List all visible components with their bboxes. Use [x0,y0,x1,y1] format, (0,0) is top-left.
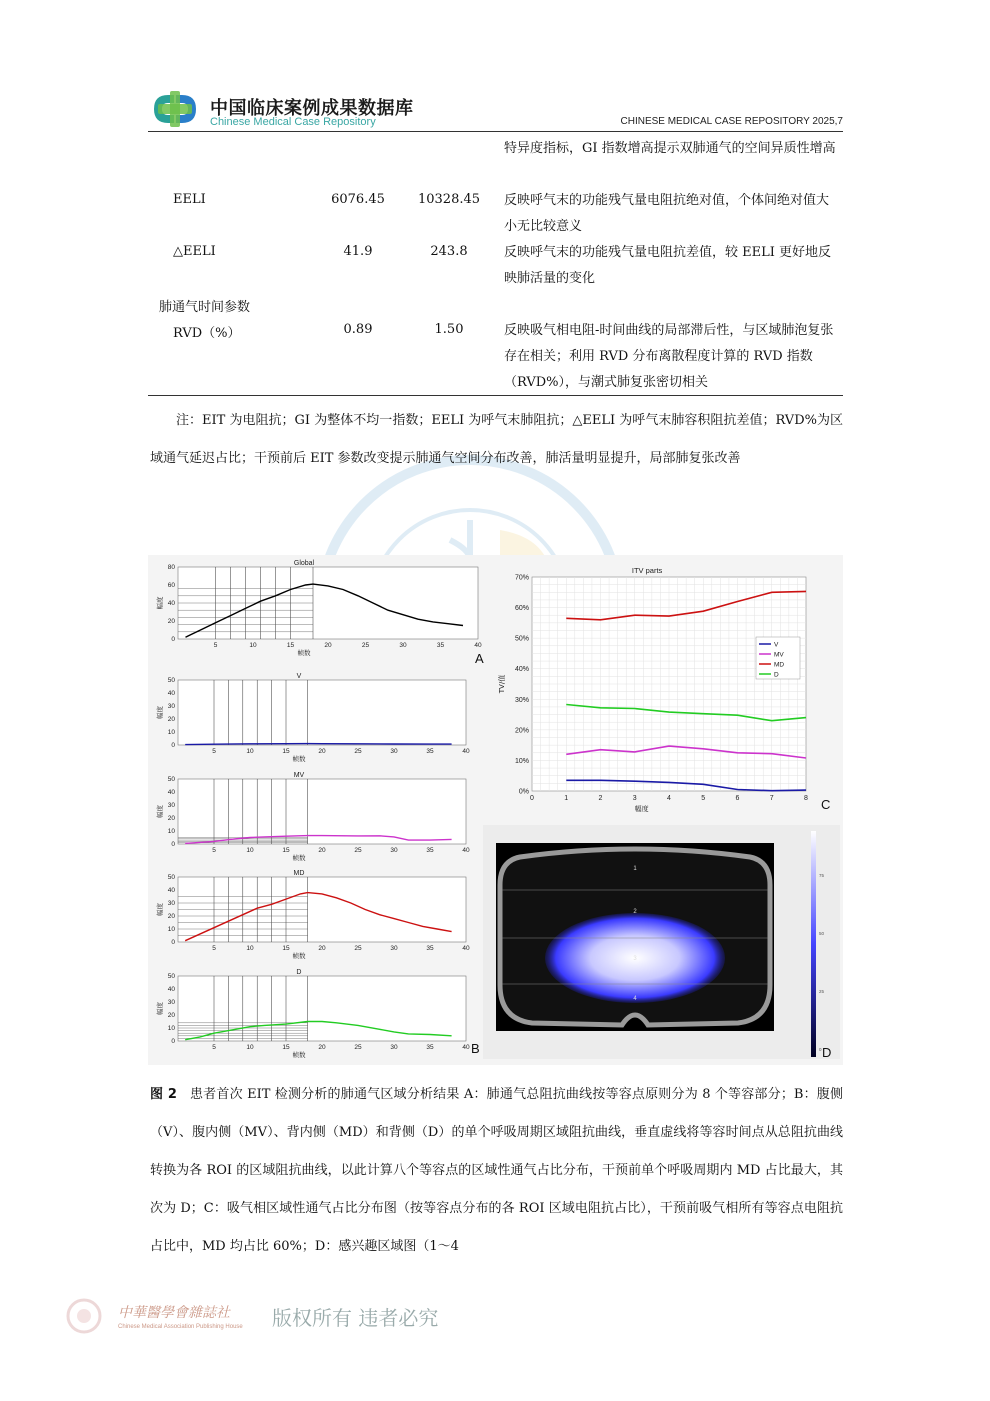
plot-area [178,680,466,745]
y-tick-label: 0 [171,636,175,643]
y-tick-label: 50 [167,776,175,783]
y-tick-label: 10% [514,757,529,765]
y-tick-label: 70% [514,574,529,582]
x-tick-label: 0 [530,795,534,802]
y-tick-label: 80 [167,564,175,571]
row-group-label: 肺通气时间参数 [159,300,251,315]
x-axis-label: 帧数 [297,649,311,657]
page-header [148,86,843,132]
legend-label: MD [774,661,785,669]
x-tick-label: 25 [361,642,370,649]
y-tick-label: 10 [167,1025,175,1032]
x-tick-label: 3 [632,795,637,802]
row-description: 反映呼气末的功能残气量电阻抗差值，较 EELI 更好地反映肺活量的变化 [504,245,832,286]
x-axis-label: 帧数 [292,1051,306,1059]
y-tick-label: 0 [171,939,175,946]
x-tick-label: 10 [246,1044,254,1051]
row-parameter-name: EELI [173,192,206,207]
x-tick-label: 35 [426,1044,434,1051]
y-axis-label: 幅度 [156,596,164,610]
panel-c-itv-chart [497,566,830,813]
row-value-before: 0.89 [343,322,373,337]
row-description: 特异度指标，GI 指数增高提示双肺通气的空间异质性增高 [504,141,836,156]
x-axis-label: 帧数 [292,755,306,763]
y-axis-label: 幅度 [156,903,164,916]
legend-label: D [774,671,779,679]
colorbar-tick: 25 [819,989,825,994]
x-tick-label: 5 [212,748,216,755]
journal-reference: CHINESE MEDICAL CASE REPOSITORY 2025,7 [620,116,843,127]
legend-label: V [774,641,779,649]
x-axis-label: 幅度 [634,805,649,813]
row-parameter-name: △EELI [173,244,216,259]
y-tick-label: 0% [518,788,529,796]
x-tick-label: 6 [735,795,740,802]
panel-label-d: D [822,1045,832,1060]
table-note: 注：EIT 为电阻抗；GI 为整体不均一指数；EELI 为呼气末肺阻抗；△EELI 为呼气末肺容积阻抗差值；RVD%为区域通气延迟占比；干预前后 EIT 参数改变提示肺通气空间分布改善，肺活量明显提升，局部肺复张改善 [150,413,843,466]
y-tick-label: 40 [167,789,175,796]
x-tick-label: 4 [667,795,671,802]
publisher-name-en: Chinese Medical Association Publishing House [118,1324,243,1330]
y-tick-label: 60 [167,582,175,589]
x-tick-label: 30 [390,945,398,952]
row-value-after: 10328.45 [417,192,481,207]
x-tick-label: 40 [462,748,470,755]
x-tick-label: 5 [212,945,216,952]
panel-d-roi-image [483,825,840,1060]
y-tick-label: 30% [514,696,529,704]
plot-area [178,779,466,844]
colorbar-tick: 0 [819,1047,822,1052]
y-axis-label: 幅度 [156,1002,164,1015]
y-tick-label: 50% [514,635,529,643]
y-tick-label: 40 [167,986,175,993]
y-tick-label: 20% [514,727,529,735]
x-tick-label: 5 [212,1044,216,1051]
x-tick-label: 35 [426,847,434,854]
y-tick-label: 30 [167,802,175,809]
y-axis-label: 幅度 [156,805,164,818]
y-tick-label: 60% [514,605,529,613]
chart-title: ITV parts [631,566,663,575]
y-axis-label: TV/值 [498,674,506,694]
x-tick-label: 15 [282,748,290,755]
x-tick-label: 40 [462,847,470,854]
x-tick-label: 20 [318,748,326,755]
x-tick-label: 40 [474,642,482,649]
panel-label-c: C [821,797,831,812]
repository-logo-icon [148,89,202,129]
x-tick-label: 30 [390,1044,398,1051]
row-value-before: 41.9 [343,244,373,259]
x-tick-label: 7 [769,795,774,802]
x-axis-label: 帧数 [292,854,306,862]
x-tick-label: 15 [282,1044,290,1051]
y-tick-label: 10 [167,926,175,933]
x-tick-label: 1 [564,795,569,802]
y-axis-label: 幅度 [156,706,164,719]
x-tick-label: 5 [701,795,706,802]
figure-2 [148,555,843,1065]
figure-caption-label: 图 2 [150,1087,177,1102]
chart-title: Global [293,560,315,567]
x-tick-label: 25 [354,1044,362,1051]
row-value-after: 1.50 [434,322,464,337]
roi-label: 1 [633,866,637,872]
row-description: 反映吸气相电阻-时间曲线的局部滞后性，与区域肺泡复张存在相关；利用 RVD 分布离散程度计算的 RVD 指数（RVD%），与潮式肺复张密切相关 [504,323,834,390]
chart-title: D [296,969,302,976]
y-tick-label: 20 [167,815,175,822]
y-tick-label: 40 [167,887,175,894]
x-tick-label: 20 [318,1044,326,1051]
row-parameter-name: RVD（%） [173,326,241,341]
colorbar [811,831,816,1057]
y-tick-label: 20 [167,716,175,723]
y-tick-label: 50 [167,874,175,881]
y-tick-label: 30 [167,900,175,907]
chart-title: MD [293,870,305,877]
y-tick-label: 20 [167,618,175,625]
x-tick-label: 25 [354,945,362,952]
y-tick-label: 0 [171,1038,175,1045]
x-tick-label: 35 [426,945,434,952]
x-axis-label: 帧数 [292,952,306,960]
x-tick-label: 30 [390,748,398,755]
x-tick-label: 5 [213,642,218,649]
figure-caption [150,1076,843,1266]
panel-label-b: B [471,1041,480,1056]
roi-label: 3 [633,956,637,962]
publisher-name: 中華醫學會雜誌社 [118,1305,230,1321]
x-tick-label: 35 [426,748,434,755]
x-tick-label: 10 [246,945,254,952]
y-tick-label: 0 [171,742,175,749]
x-tick-label: 15 [282,847,290,854]
colorbar-tick: 75 [819,873,825,878]
y-tick-label: 10 [167,828,175,835]
x-tick-label: 8 [804,795,808,802]
panel-label-a: A [475,651,484,666]
x-tick-label: 15 [286,642,295,649]
x-tick-label: 2 [598,795,603,802]
y-tick-label: 50 [167,973,175,980]
y-tick-label: 20 [167,913,175,920]
x-tick-label: 20 [318,847,326,854]
x-tick-label: 25 [354,847,362,854]
brand-title: 中国临床案例成果数据库 [210,98,414,119]
row-value-before: 6076.45 [331,192,385,207]
colorbar-tick: 50 [819,931,825,936]
x-tick-label: 5 [212,847,216,854]
x-tick-label: 25 [354,748,362,755]
table-bottom-rule [148,395,843,396]
y-tick-label: 40 [167,600,175,607]
y-tick-label: 30 [167,999,175,1006]
x-tick-label: 15 [282,945,290,952]
x-tick-label: 10 [246,748,254,755]
y-tick-label: 10 [167,729,175,736]
copyright-notice: 版权所有 违者必究 [272,1306,439,1330]
y-tick-label: 40 [167,690,175,697]
figure-caption-text: 患者首次 EIT 检测分析的肺通气区域分析结果 A：肺通气总阻抗曲线按等容点原则分为 8 个等容部分；B：腹侧（V）、腹内侧（MV）、背内侧（MD）和背侧（D）的单个呼吸周期区域阻抗曲线，垂直虚线将等容时间点从总阻抗曲线转换为各 ROI 的区域阻抗曲线，以此计算八个等容点的区域性通气占比分布，干预前单个呼吸周期内 MD 占比最大，其次为 D；C：吸气相区域性通气占比分布图（按等容点分布的各 ROI 区域电阻抗占比），干预前吸气相所有等容点电阻抗占比中，MD 均占比 60%；D：感兴趣区域图（1～4 [150,1087,843,1254]
x-tick-label: 35 [436,642,445,649]
legend-label: MV [774,651,784,659]
x-tick-label: 30 [390,847,398,854]
x-tick-label: 40 [462,945,470,952]
row-description: 反映呼气末的功能残气量电阻抗绝对值，个体间绝对值大小无比较意义 [504,193,830,234]
x-tick-label: 10 [246,847,254,854]
row-value-after: 243.8 [430,244,468,259]
roi-label: 4 [633,996,637,1002]
x-tick-label: 30 [399,642,407,649]
y-tick-label: 20 [167,1012,175,1019]
y-tick-label: 0 [171,841,175,848]
x-tick-label: 20 [318,945,326,952]
chart-title: MV [293,772,305,779]
brand-subtitle: Chinese Medical Case Repository [210,116,376,128]
roi-label: 2 [633,909,637,915]
y-tick-label: 40% [514,666,529,674]
y-tick-label: 50 [167,677,175,684]
x-tick-label: 10 [249,642,257,649]
chart-title: V [296,673,302,680]
y-tick-label: 30 [167,703,175,710]
x-tick-label: 20 [324,642,332,649]
x-tick-label: 40 [462,1044,470,1051]
